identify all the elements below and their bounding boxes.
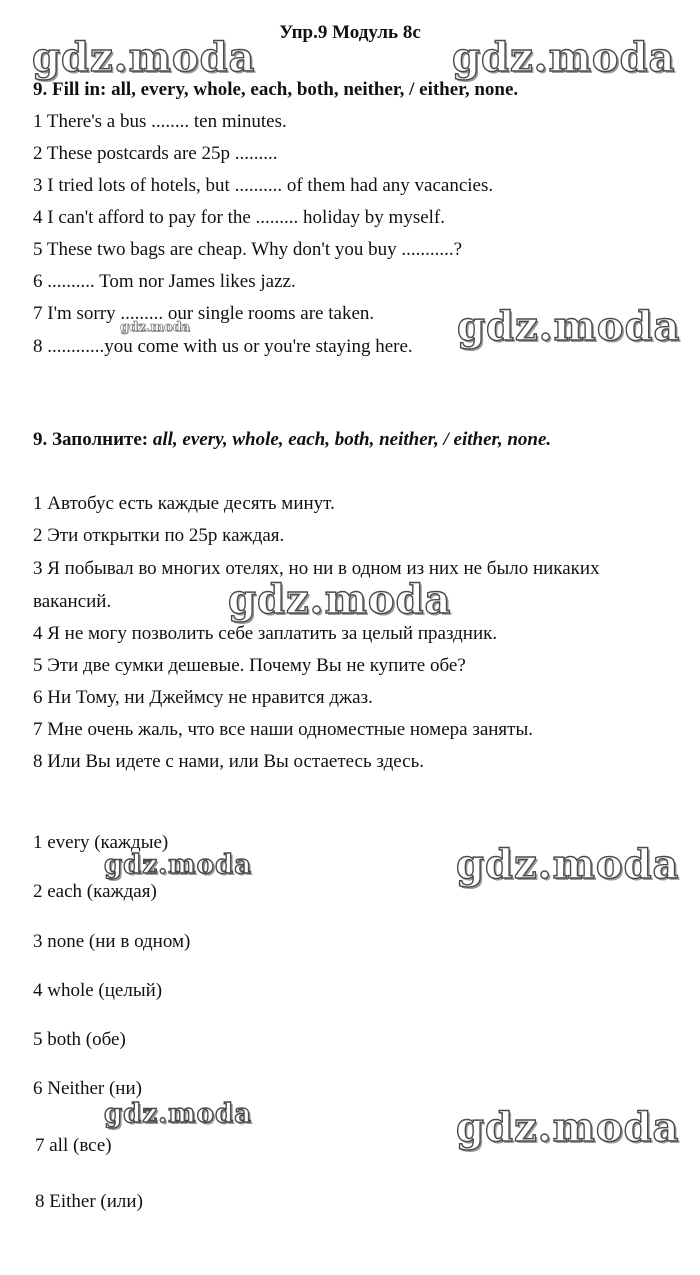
russian-line-3-continued: вакансий. (33, 591, 112, 612)
english-line-2: 2 These postcards are 25p ......... (33, 143, 278, 164)
russian-line-7: 7 Мне очень жаль, что все наши одноместные номера заняты. (33, 719, 533, 740)
russian-line-3: 3 Я побывал во многих отелях, но ни в одном из них не было никаких (33, 558, 600, 579)
english-line-3: 3 I tried lots of hotels, but .......... of them had any vacancies. (33, 175, 494, 196)
watermark: gdz.moda (456, 1104, 680, 1151)
watermark: gdz.moda (104, 1099, 253, 1129)
answer-2: 2 each (каждая) (33, 881, 157, 902)
answer-7: 7 all (все) (35, 1135, 112, 1156)
english-line-6: 6 .......... Tom nor James likes jazz. (33, 271, 296, 292)
russian-line-4: 4 Я не могу позволить себе заплатить за целый праздник. (33, 623, 498, 644)
russian-line-2: 2 Эти открытки по 25р каждая. (33, 525, 285, 546)
english-heading: 9. Fill in: all, every, whole, each, both, neither, / either, none. (33, 79, 519, 100)
watermark: gdz.moda (120, 320, 191, 335)
answer-8: 8 Either (или) (35, 1191, 143, 1212)
english-line-5: 5 These two bags are cheap. Why don't you buy ...........? (33, 239, 463, 260)
russian-line-5: 5 Эти две сумки дешевые. Почему Вы не купите обе? (33, 655, 466, 676)
watermark: gdz.moda (32, 34, 256, 81)
answer-6: 6 Neither (ни) (33, 1078, 142, 1099)
answer-3: 3 none (ни в одном) (33, 931, 191, 952)
answer-1: 1 every (каждые) (33, 832, 169, 853)
answer-5: 5 both (обе) (33, 1029, 126, 1050)
english-line-7: 7 I'm sorry ......... our single rooms are taken. (33, 303, 375, 324)
watermark: gdz.moda (457, 303, 681, 350)
russian-line-8: 8 Или Вы идете с нами, или Вы остаетесь здесь. (33, 751, 424, 772)
russian-line-1: 1 Автобус есть каждые десять минут. (33, 493, 335, 514)
russian-line-6: 6 Ни Тому, ни Джеймсу не нравится джаз. (33, 687, 373, 708)
russian-heading (33, 430, 551, 449)
page-title: Упр.9 Модуль 8с (279, 22, 421, 43)
russian-heading-words: all, every, whole, each, both, neither, / either, none. (152, 429, 552, 450)
english-line-4: 4 I can't afford to pay for the ......... holiday by myself. (33, 207, 445, 228)
watermark: gdz.moda (104, 850, 253, 880)
english-line-1: 1 There's a bus ........ ten minutes. (33, 111, 287, 132)
watermark: gdz.moda (452, 34, 676, 81)
answer-4: 4 whole (целый) (33, 980, 163, 1001)
russian-heading-label: 9. Заполните: (33, 429, 149, 450)
watermark: gdz.moda (456, 841, 680, 888)
watermark: gdz.moda (228, 576, 452, 623)
english-line-8: 8 ............you come with us or you're staying here. (33, 336, 413, 357)
